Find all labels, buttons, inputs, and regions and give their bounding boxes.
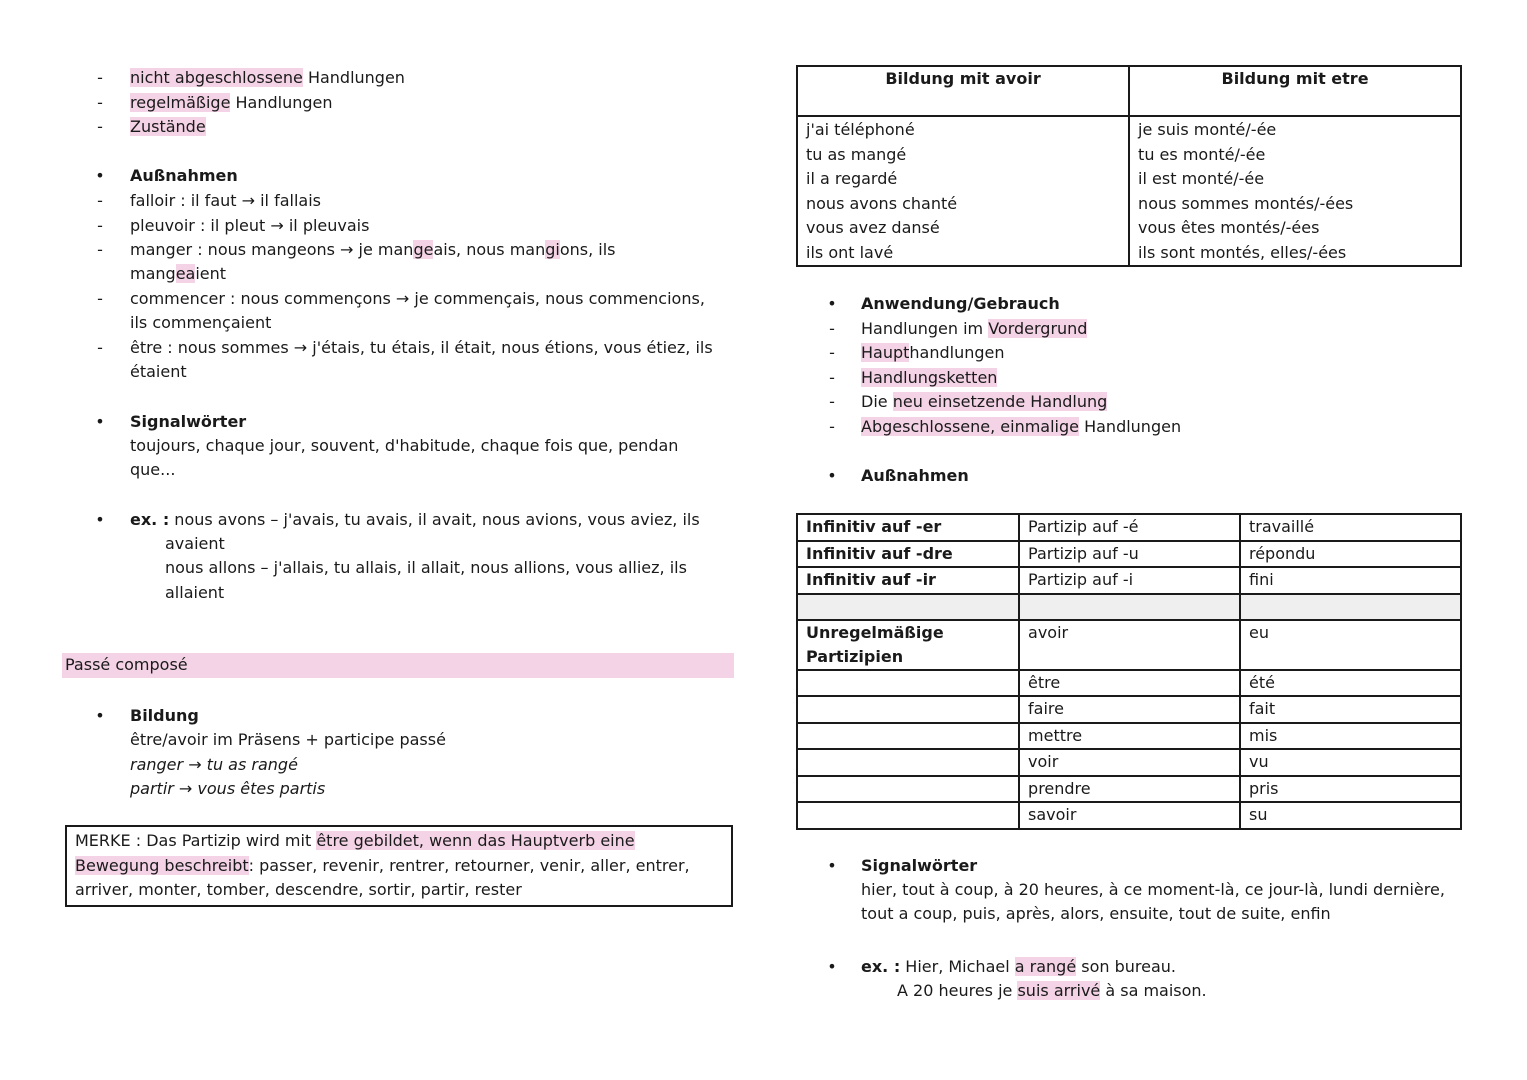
signal-heading: Signalwörter — [130, 412, 247, 431]
bullet-marker: • — [95, 510, 105, 529]
signal-heading: Signalwörter — [861, 856, 978, 875]
table-cell: Infinitiv auf -ir — [797, 567, 1019, 594]
dash-marker: - — [97, 216, 103, 235]
avoir-cell: j'ai téléphoné tu as mangé il a regardé nous avons chanté vous avez dansé ils ont lavé — [797, 116, 1129, 266]
bildung-example: partir → vous êtes partis — [130, 779, 326, 798]
example-line: allaient — [165, 583, 225, 602]
dash-marker: - — [97, 117, 103, 136]
example-line: ex. : nous avons – j'avais, tu avais, il avait, nous avions, vous aviez, ils — [130, 510, 700, 529]
exceptions-heading: Außnahmen — [861, 466, 969, 485]
table-cell: savoir — [1019, 802, 1240, 829]
list-item: Abgeschlossene, einmalige Handlungen — [861, 417, 1182, 436]
table-cell: répondu — [1240, 541, 1461, 568]
table-cell: Partizip auf -u — [1019, 541, 1240, 568]
table-cell-empty — [1019, 594, 1240, 620]
list-item: manger : nous mangeons → je mangeais, nous mangions, ils — [130, 240, 616, 259]
table-cell: fait — [1240, 696, 1461, 723]
table-cell-empty — [797, 670, 1019, 697]
bildung-example: ranger → tu as rangé — [130, 755, 298, 774]
table-cell: fini — [1240, 567, 1461, 594]
table-cell: Unregelmäßige Partizipien — [797, 620, 1019, 670]
section-title: Passé composé — [65, 655, 188, 674]
dash-marker: - — [829, 343, 835, 362]
list-item: regelmäßige Handlungen — [130, 93, 333, 112]
table-cell-empty — [797, 594, 1019, 620]
bullet-marker: • — [827, 957, 837, 976]
example-line: avaient — [165, 534, 225, 553]
table-cell-empty — [797, 696, 1019, 723]
table-header: Bildung mit etre — [1129, 66, 1461, 116]
table-cell: eu — [1240, 620, 1461, 670]
bullet-marker: • — [95, 706, 105, 725]
table-cell-empty — [1240, 594, 1461, 620]
table-cell-empty — [797, 776, 1019, 803]
dash-marker: - — [97, 240, 103, 259]
list-item-continuation: étaient — [130, 362, 187, 381]
bullet-marker: • — [827, 856, 837, 875]
list-item: commencer : nous commençons → je commençais, nous commencions, — [130, 289, 705, 308]
table-cell: vu — [1240, 749, 1461, 776]
table-cell: être — [1019, 670, 1240, 697]
table-cell: Infinitiv auf -er — [797, 514, 1019, 541]
example-line: nous allons – j'allais, tu allais, il allait, nous allions, vous alliez, ils — [165, 558, 687, 577]
dash-marker: - — [97, 289, 103, 308]
dash-marker: - — [829, 368, 835, 387]
dash-marker: - — [829, 319, 835, 338]
list-item-continuation: mangeaient — [130, 264, 227, 283]
signal-line: hier, tout à coup, à 20 heures, à ce moment-là, ce jour-là, lundi dernière, — [861, 880, 1445, 899]
list-item: Handlungsketten — [861, 368, 998, 387]
table-cell: été — [1240, 670, 1461, 697]
table-cell: avoir — [1019, 620, 1240, 670]
list-item: pleuvoir : il pleut → il pleuvais — [130, 216, 370, 235]
dash-marker: - — [97, 191, 103, 210]
table-cell-empty — [797, 802, 1019, 829]
dash-marker: - — [97, 338, 103, 357]
merke-box: MERKE : Das Partizip wird mit être gebildet, wenn das Hauptverb eine Bewegung beschreibt: passer, revenir, rentrer, retourner, venir, aller, entrer, arriver, monter, tomber, descendre, sortir, partir, rester — [65, 825, 733, 907]
table-cell: mettre — [1019, 723, 1240, 750]
table-cell: travaillé — [1240, 514, 1461, 541]
bullet-marker: • — [95, 166, 105, 185]
anwendung-heading: Anwendung/Gebrauch — [861, 294, 1060, 313]
table-cell: faire — [1019, 696, 1240, 723]
table-cell: Partizip auf -é — [1019, 514, 1240, 541]
list-item: nicht abgeschlossene Handlungen — [130, 68, 405, 87]
bildung-heading: Bildung — [130, 706, 199, 725]
signal-line: toujours, chaque jour, souvent, d'habitude, chaque fois que, pendan — [130, 436, 679, 455]
bullet-marker: • — [95, 412, 105, 431]
list-item: Handlungen im Vordergrund — [861, 319, 1088, 338]
etre-cell: je suis monté/-ée tu es monté/-ée il est monté/-ée nous sommes montés/-ées vous êtes montés/-ées ils sont montés, elles/-ées — [1129, 116, 1461, 266]
dash-marker: - — [97, 93, 103, 112]
bullet-marker: • — [827, 294, 837, 313]
list-item: falloir : il faut → il fallais — [130, 191, 321, 210]
conjugation-table — [796, 65, 1462, 267]
dash-marker: - — [829, 417, 835, 436]
list-item: Haupthandlungen — [861, 343, 1005, 362]
table-cell: pris — [1240, 776, 1461, 803]
list-item: Die neu einsetzende Handlung — [861, 392, 1108, 411]
table-header: Bildung mit avoir — [797, 66, 1129, 116]
dash-marker: - — [829, 392, 835, 411]
bildung-line: être/avoir im Präsens + participe passé — [130, 730, 446, 749]
table-cell: Infinitiv auf -dre — [797, 541, 1019, 568]
table-cell: su — [1240, 802, 1461, 829]
table-cell-empty — [797, 723, 1019, 750]
list-item: être : nous sommes → j'étais, tu étais, il était, nous étions, vous étiez, ils — [130, 338, 713, 357]
example-line: A 20 heures je suis arrivé à sa maison. — [897, 981, 1207, 1000]
signal-line: tout a coup, puis, après, alors, ensuite, tout de suite, enfin — [861, 904, 1331, 923]
table-cell: Partizip auf -i — [1019, 567, 1240, 594]
exceptions-heading: Außnahmen — [130, 166, 238, 185]
signal-line: que... — [130, 460, 176, 479]
dash-marker: - — [97, 68, 103, 87]
list-item-continuation: ils commençaient — [130, 313, 272, 332]
list-item: Zustände — [130, 117, 206, 136]
table-cell: voir — [1019, 749, 1240, 776]
table-cell-empty — [797, 749, 1019, 776]
table-cell: prendre — [1019, 776, 1240, 803]
example-line: ex. : Hier, Michael a rangé son bureau. — [861, 957, 1177, 976]
bullet-marker: • — [827, 466, 837, 485]
section-title-bar — [62, 653, 734, 678]
table-cell: mis — [1240, 723, 1461, 750]
participle-table — [796, 513, 1462, 830]
